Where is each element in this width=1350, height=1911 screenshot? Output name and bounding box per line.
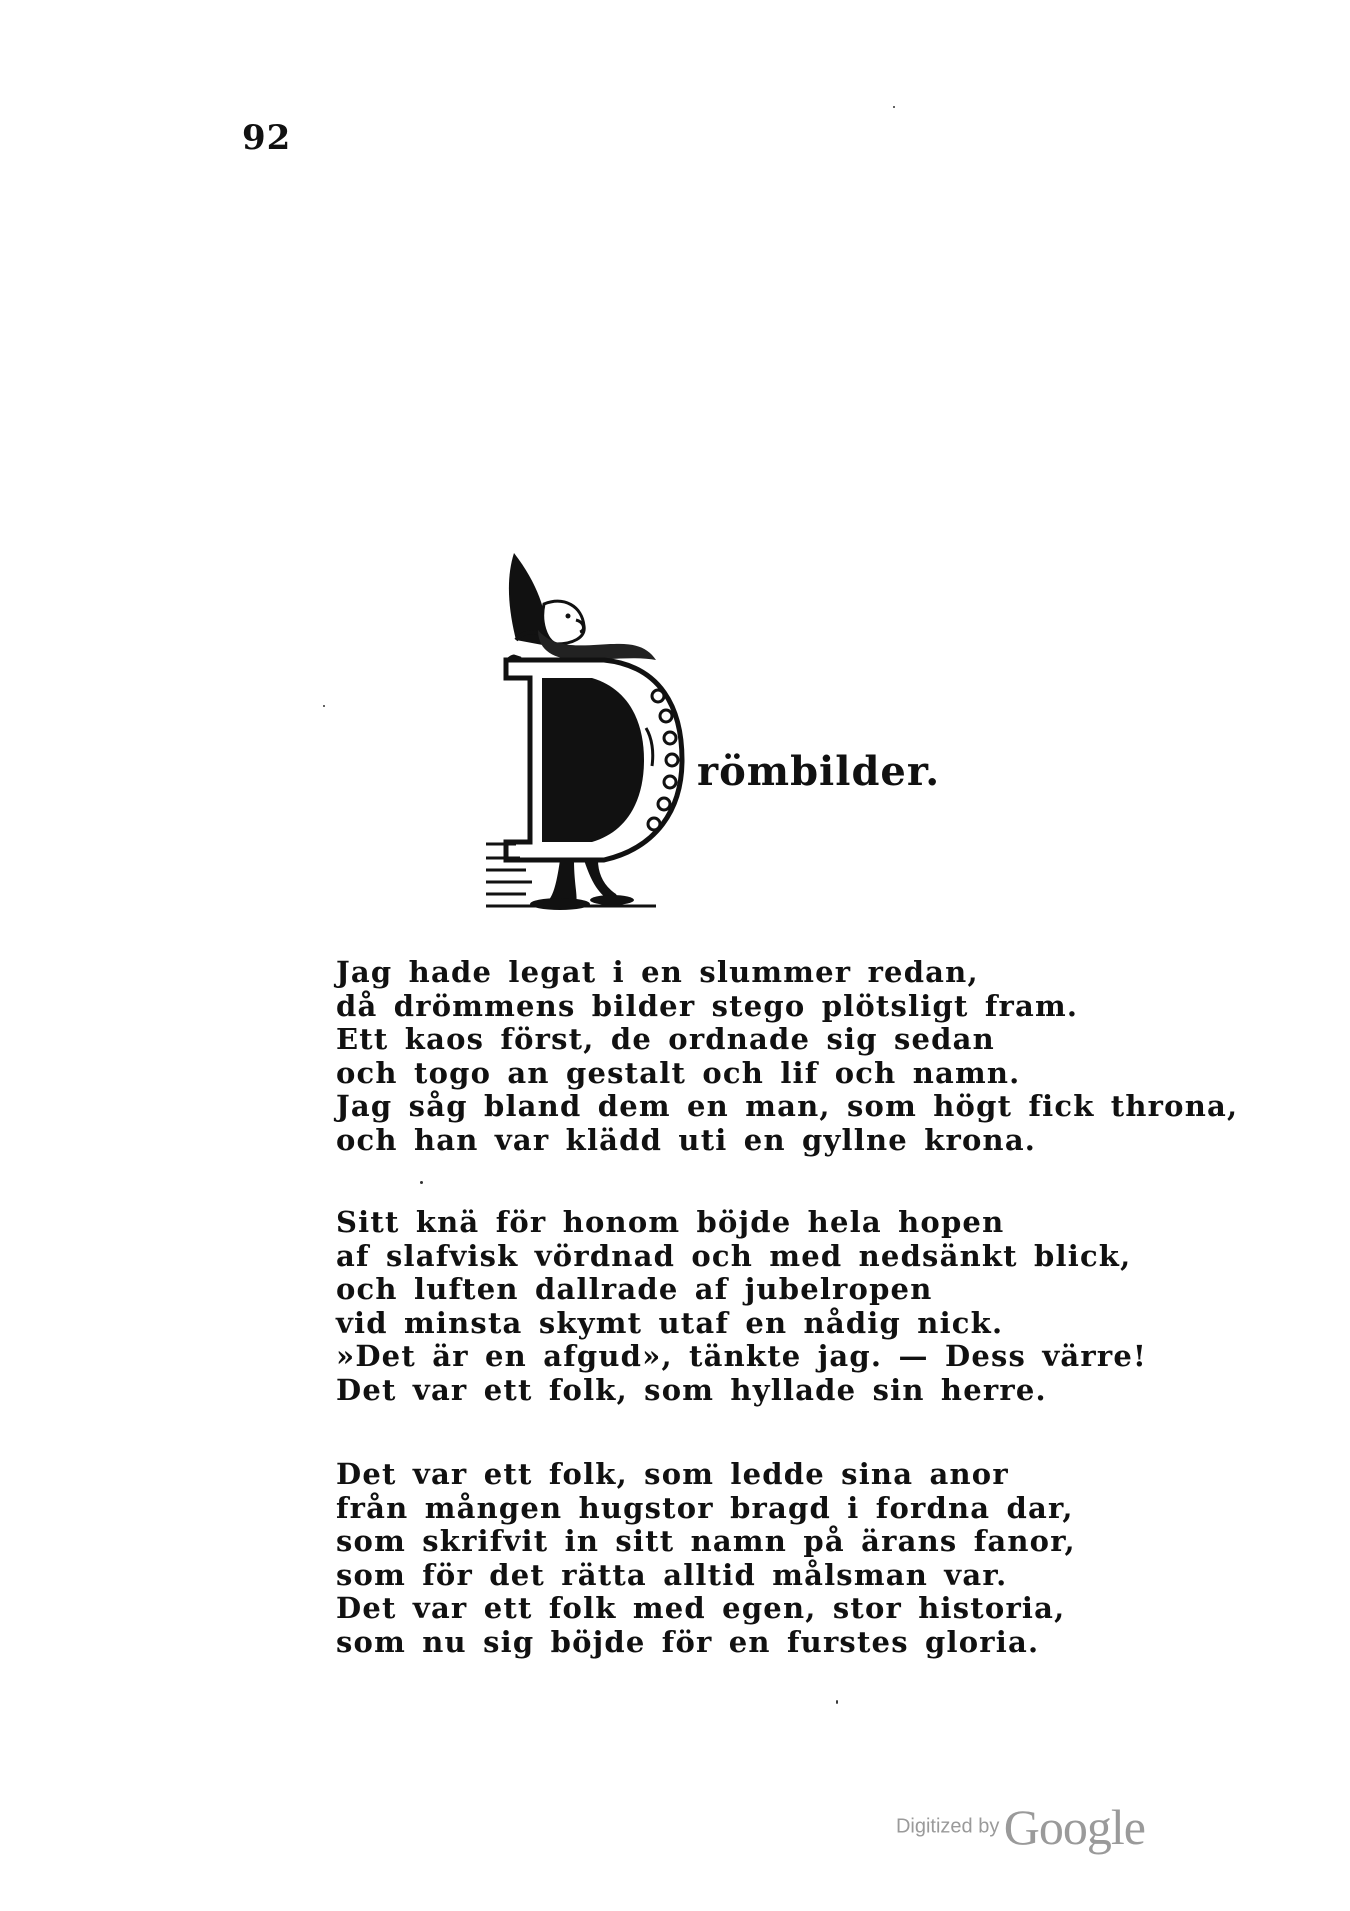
gnome-initial-d-icon xyxy=(486,548,696,910)
stanza xyxy=(336,955,1239,1157)
poem-line: då drömmens bilder stego plötsligt fram. xyxy=(336,988,1079,1023)
poem-line: Sitt knä för honom böjde hela hopen xyxy=(336,1205,1005,1239)
print-speck xyxy=(836,1700,838,1704)
watermark-prefix: Digitized by xyxy=(895,1815,1000,1838)
print-speck xyxy=(893,106,895,108)
poem-line: Ett kaos först, de ordnade sig sedan xyxy=(336,1022,995,1056)
poem-line: som nu sig böjde för en furstes gloria. xyxy=(336,1624,1040,1659)
poem-line: Det var ett folk med egen, stor historia, xyxy=(336,1591,1066,1625)
poem-line: Det var ett folk, som ledde sina anor xyxy=(336,1457,1009,1491)
poem-line: och han var klädd uti en gyllne krona. xyxy=(336,1122,1037,1157)
poem-line: som för det rätta alltid målsman var. xyxy=(336,1557,1008,1592)
poem-line: från mången hugstor bragd i fordna dar, xyxy=(336,1490,1074,1525)
poem-line: Jag såg bland dem en man, som högt fick throna, xyxy=(336,1089,1239,1123)
poem-title: römbilder. xyxy=(697,748,941,795)
poem-line: »Det är en afgud», tänkte jag. — Dess värre! xyxy=(336,1339,1147,1373)
poem-line: af slafvisk vördnad och med nedsänkt blick, xyxy=(336,1238,1132,1273)
watermark-brand: Google xyxy=(1003,1799,1145,1855)
illustrated-initial xyxy=(486,548,696,910)
poem-line: och luften dallrade af jubelropen xyxy=(336,1272,933,1306)
poem-line: Jag hade legat i en slummer redan, xyxy=(336,955,979,989)
poem-line: som skrifvit in sitt namn på ärans fanor, xyxy=(336,1524,1076,1558)
stanza xyxy=(336,1205,1147,1407)
poem-line: och togo an gestalt och lif och namn. xyxy=(336,1055,1021,1090)
stanza xyxy=(336,1458,1096,1659)
print-speck xyxy=(420,1181,423,1184)
poem-line: Det var ett folk, som hyllade sin herre. xyxy=(336,1372,1047,1407)
print-speck xyxy=(323,705,325,707)
page-number: 92 xyxy=(242,118,292,158)
digitized-watermark xyxy=(896,1798,1145,1856)
poem-line: vid minsta skymt utaf en nådig nick. xyxy=(336,1305,1004,1340)
